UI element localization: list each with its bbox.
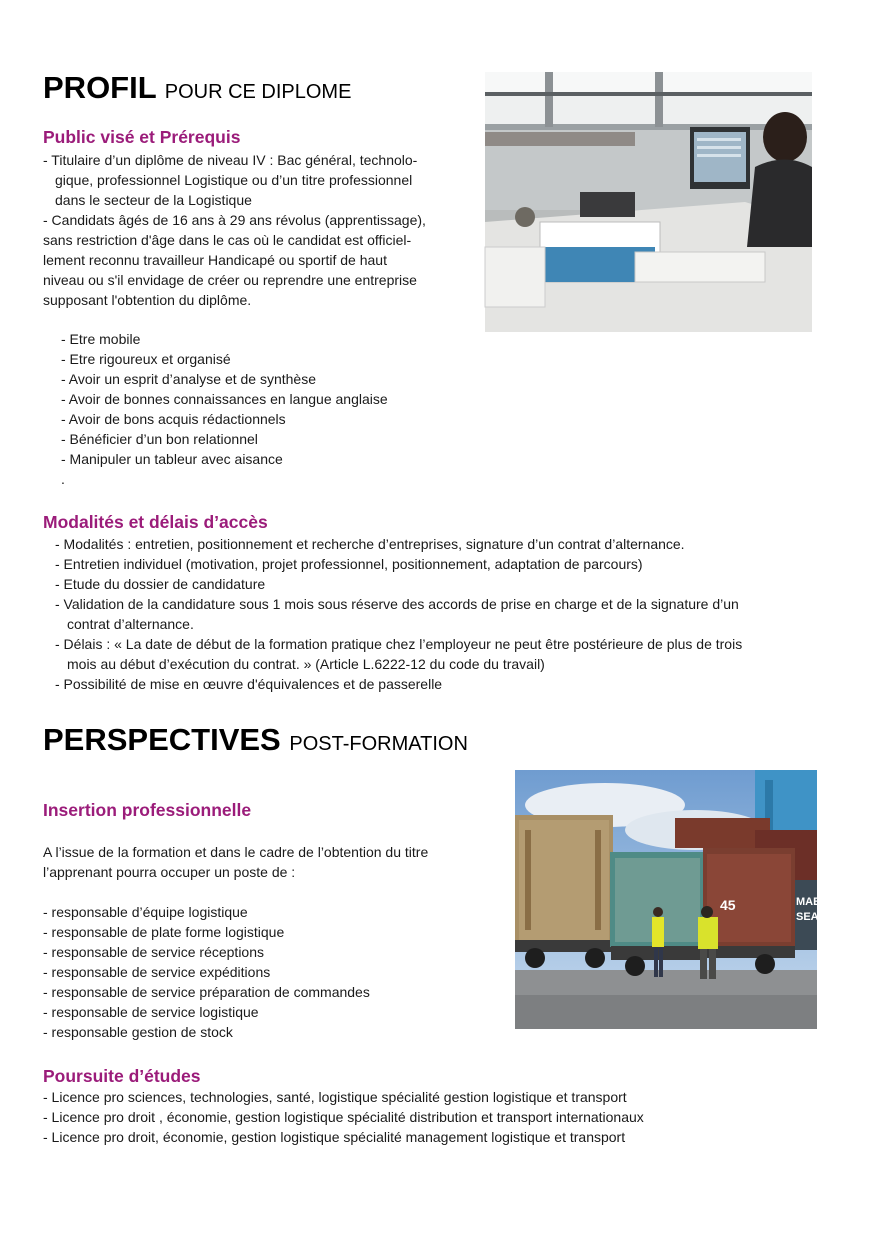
- modalites-line: mois au début d’exécution du contrat. » (Article L.6222-12 du code du travail): [67, 656, 545, 672]
- public-line: lement reconnu travailleur Handicapé ou sportif de haut: [43, 252, 387, 268]
- quality-item: - Etre rigoureux et organisé: [61, 351, 231, 367]
- public-heading: Public visé et Prérequis: [43, 127, 241, 147]
- quality-item: - Avoir de bons acquis rédactionnels: [61, 411, 286, 427]
- container-brand-2: SEA: [796, 911, 819, 923]
- quality-item: - Manipuler un tableur avec aisance: [61, 451, 283, 467]
- job-item: - responsable de plate forme logistique: [43, 924, 285, 940]
- public-line: supposant l'obtention du diplôme.: [43, 292, 252, 308]
- public-line: - Titulaire d’un diplôme de niveau IV : Bac général, technolo-: [43, 152, 418, 168]
- public-line: sans restriction d'âge dans le cas où le candidat est officiel-: [43, 232, 412, 248]
- modalites-line: - Délais : « La date de début de la formation pratique chez l’employeur ne peut être postérieure de plus de trois: [55, 636, 743, 652]
- perspectives-title-main: PERSPECTIVES: [43, 722, 281, 757]
- job-item: - responsable d’équipe logistique: [43, 904, 248, 920]
- modalites-line: - Validation de la candidature sous 1 mois sous réserve des accords de prise en charge et de la signature d’un: [55, 596, 739, 612]
- insertion-intro-line: A l’issue de la formation et dans le cadre de l’obtention du titre: [43, 844, 429, 860]
- job-item: - responsable de service préparation de commandes: [43, 984, 370, 1000]
- insertion-intro-line: l’apprenant pourra occuper un poste de :: [43, 864, 296, 880]
- public-line: - Candidats âgés de 16 ans à 29 ans révolus (apprentissage),: [43, 212, 426, 228]
- poursuite-item: - Licence pro droit , économie, gestion logistique spécialité distribution et transport internationaux: [43, 1109, 644, 1125]
- insertion-heading: Insertion professionnelle: [43, 800, 252, 820]
- modalites-line: contrat d’alternance.: [67, 616, 194, 632]
- quality-item: .: [61, 471, 65, 487]
- modalites-heading: Modalités et délais d’accès: [43, 512, 268, 532]
- public-text: [43, 150, 426, 310]
- poursuite-item: - Licence pro droit, économie, gestion logistique spécialité management logistique et transport: [43, 1129, 626, 1145]
- public-line: niveau ou s'il envidage de créer ou reprendre une entreprise: [43, 272, 417, 288]
- job-item: - responsable de service réceptions: [43, 944, 265, 960]
- public-line: dans le secteur de la Logistique: [55, 192, 252, 208]
- poursuite-item: - Licence pro sciences, technologies, santé, logistique spécialité gestion logistique et transport: [43, 1089, 627, 1105]
- quality-item: - Bénéficier d’un bon relationnel: [61, 431, 258, 447]
- containers-photo-illustration: [515, 770, 821, 1029]
- modalites-line: - Possibilité de mise en œuvre d'équivalences et de passerelle: [55, 676, 443, 692]
- modalites-text: [55, 534, 742, 694]
- poursuite-heading: Poursuite d’études: [43, 1066, 201, 1086]
- container-brand: MAE: [796, 896, 821, 908]
- profil-title: [43, 70, 351, 106]
- perspectives-title-sub: POST-FORMATION: [289, 733, 468, 755]
- job-item: - responsable gestion de stock: [43, 1024, 233, 1040]
- job-item: - responsable de service expéditions: [43, 964, 271, 980]
- profil-title-sub: POUR CE DIPLOME: [164, 81, 352, 103]
- qualities-list: [61, 329, 388, 489]
- container-number: 45: [720, 897, 736, 913]
- profil-title-main: PROFIL: [43, 70, 157, 105]
- quality-item: - Avoir de bonnes connaissances en langue anglaise: [61, 391, 388, 407]
- quality-item: - Etre mobile: [61, 331, 141, 347]
- job-item: - responsable de service logistique: [43, 1004, 259, 1020]
- perspectives-title: [43, 722, 468, 758]
- quality-item: - Avoir un esprit d’analyse et de synthèse: [61, 371, 317, 387]
- poursuite-list: [43, 1087, 644, 1147]
- containers-photo: [515, 770, 821, 1029]
- jobs-list: [43, 902, 370, 1042]
- office-photo: [485, 72, 812, 332]
- modalites-line: - Modalités : entretien, positionnement et recherche d’entreprises, signature d’un contrat d’alternance.: [55, 536, 685, 552]
- insertion-intro: [43, 842, 428, 882]
- public-line: gique, professionnel Logistique ou d’un titre professionnel: [55, 172, 413, 188]
- modalites-line: - Entretien individuel (motivation, projet professionnel, positionnement, adaptation de parcours): [55, 556, 643, 572]
- modalites-line: - Etude du dossier de candidature: [55, 576, 266, 592]
- office-photo-illustration: [485, 72, 812, 332]
